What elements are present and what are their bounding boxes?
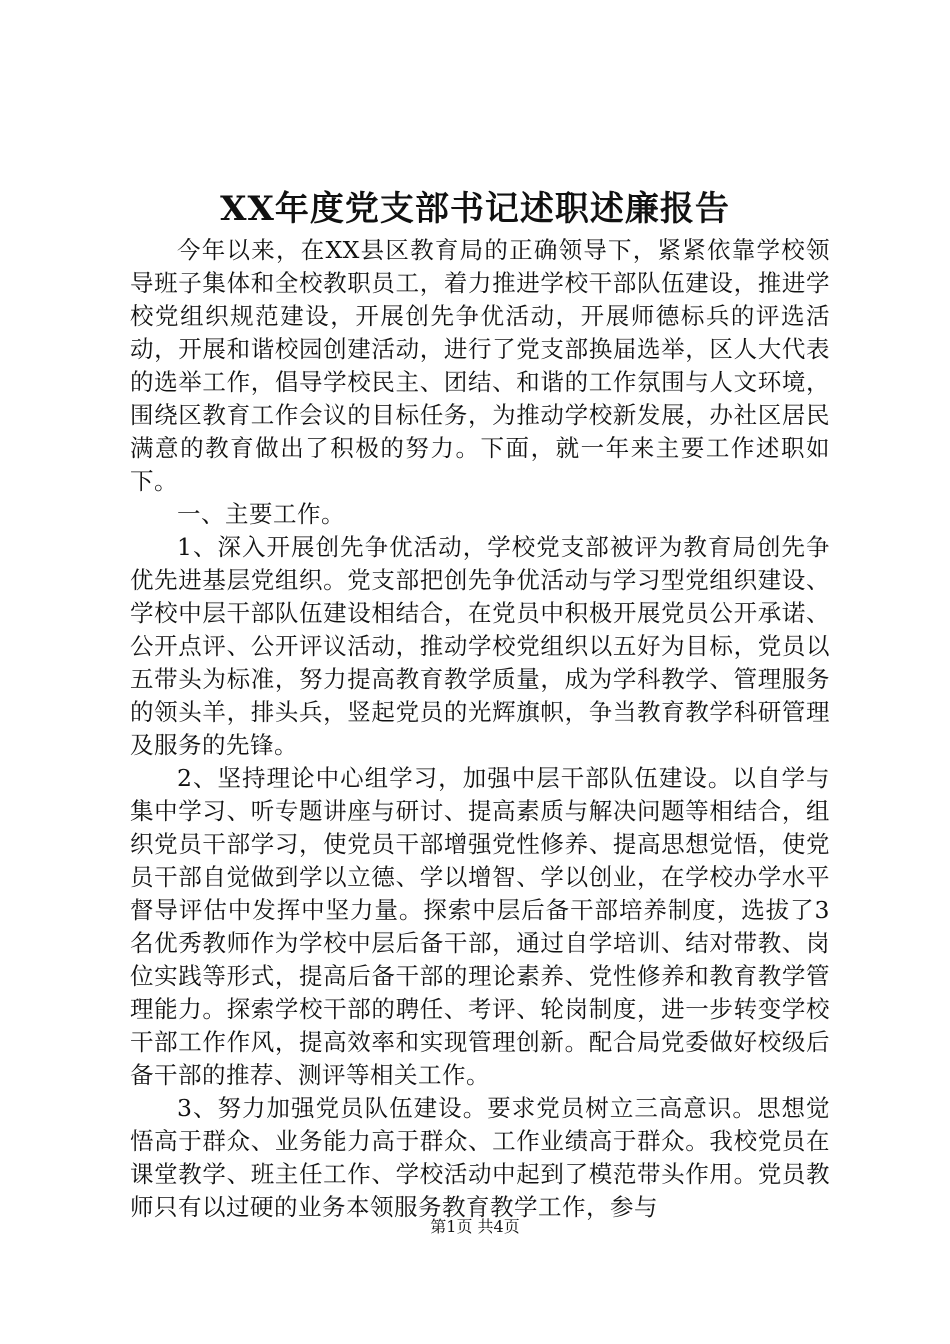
paragraph-item-3: 3、努力加强党员队伍建设。要求党员树立三高意识。思想觉悟高于群众、业务能力高于群众、工作业绩高于群众。我校党员在课堂教学、班主任工作、学校活动中起到了模范带头作用。党员教师只有以过硬的业务本领服务教育教学工作，参与	[130, 1094, 830, 1221]
page-number-footer: 第1页 共4页	[430, 1217, 520, 1236]
paragraph-item-1: 1、深入开展创先争优活动，学校党支部被评为教育局创先争优先进基层党组织。党支部把创先争优活动与学习型党组织建设、学校中层干部队伍建设相结合，在党员中积极开展党员公开承诺、公开点评、公开评议活动，推动学校党组织以五好为目标，党员以五带头为标准，努力提高教育教学质量，成为学科教学、管理服务的领头羊，排头兵，竖起党员的光辉旗帜，争当教育教学科研管理及服务的先锋。	[130, 533, 830, 759]
intro-paragraph: 今年以来，在XX县区教育局的正确领导下，紧紧依靠学校领导班子集体和全校教职员工，着力推进学校干部队伍建设，推进学校党组织规范建设，开展创先争优活动，开展师德标兵的评选活动，开展和谐校园创建活动，进行了党支部换届选举，区人大代表的选举工作，倡导学校民主、团结、和谐的工作氛围与人文环境，围绕区教育工作会议的目标任务，为推动学校新发展，办社区居民满意的教育做出了积极的努力。下面，就一年来主要工作述职如下。	[130, 236, 830, 495]
section-heading-main-work: 一、主要工作。	[177, 500, 345, 528]
document-body	[130, 234, 830, 1224]
paragraph-item-2: 2、坚持理论中心组学习，加强中层干部队伍建设。以自学与集中学习、听专题讲座与研讨、提高素质与解决问题等相结合，组织党员干部学习，使党员干部增强党性修养、提高思想觉悟，使党员干部自觉做到学以立德、学以增智、学以创业，在学校办学水平督导评估中发挥中坚力量。探索中层后备干部培养制度，选拔了3名优秀教师作为学校中层后备干部，通过自学培训、结对带教、岗位实践等形式，提高后备干部的理论素养、党性修养和教育教学管理能力。探索学校干部的聘任、考评、轮岗制度，进一步转变学校干部工作作风，提高效率和实现管理创新。配合局党委做好校级后备干部的推荐、测评等相关工作。	[130, 764, 830, 1089]
document-title: XX年度党支部书记述职述廉报告	[220, 189, 730, 229]
